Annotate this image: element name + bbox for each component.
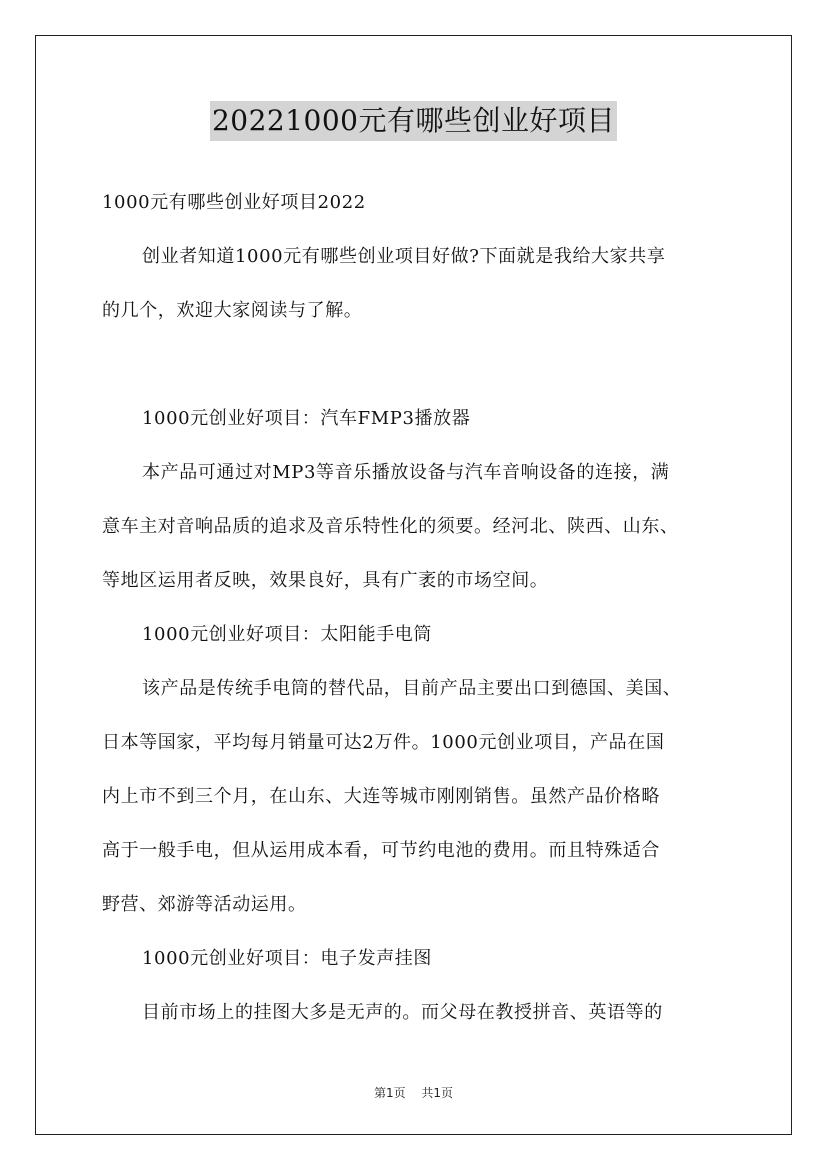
paragraph-line: 创业者知道1000元有哪些创业项目好做?下面就是我给大家共享 — [142, 246, 666, 267]
paragraph-line: 高于一般手电，但从运用成本看，可节约电池的费用。而且特殊适合 — [102, 840, 660, 861]
page-total: 共1页 — [421, 1086, 454, 1100]
document-body — [102, 176, 742, 1040]
section-heading: 1000元创业好项目：电子发声挂图 — [142, 948, 433, 969]
document-title — [0, 100, 827, 141]
section-heading: 1000元创业好项目：汽车FMP3播放器 — [142, 408, 471, 429]
paragraph-line: 该产品是传统手电筒的替代品，目前产品主要出口到德国、美国、 — [142, 678, 682, 699]
paragraph-line: 意车主对音响品质的追求及音乐特性化的须要。经河北、陕西、山东、 — [102, 516, 679, 537]
section-heading: 1000元创业好项目：太阳能手电筒 — [142, 624, 433, 645]
paragraph-line: 目前市场上的挂图大多是无声的。而父母在教授拼音、英语等的 — [142, 1002, 663, 1023]
paragraph-line: 等地区运用者反映，效果良好，具有广袤的市场空间。 — [102, 570, 549, 591]
subtitle-line: 1000元有哪些创业好项目2022 — [102, 192, 366, 213]
blank-line — [102, 338, 742, 392]
page-number: 第1页 — [373, 1086, 406, 1100]
paragraph-line: 本产品可通过对MP3等音乐播放设备与汽车音响设备的连接，满 — [142, 462, 670, 483]
paragraph-line: 的几个，欢迎大家阅读与了解。 — [102, 300, 363, 321]
page-footer — [0, 1084, 827, 1101]
paragraph-line: 日本等国家，平均每月销量可达2万件。1000元创业项目，产品在国 — [102, 732, 665, 753]
document-title-text: 20221000元有哪些创业好项目 — [210, 101, 617, 141]
paragraph-line: 野营、郊游等活动运用。 — [102, 894, 307, 915]
paragraph-line: 内上市不到三个月，在山东、大连等城市刚刚销售。虽然产品价格略 — [102, 786, 660, 807]
